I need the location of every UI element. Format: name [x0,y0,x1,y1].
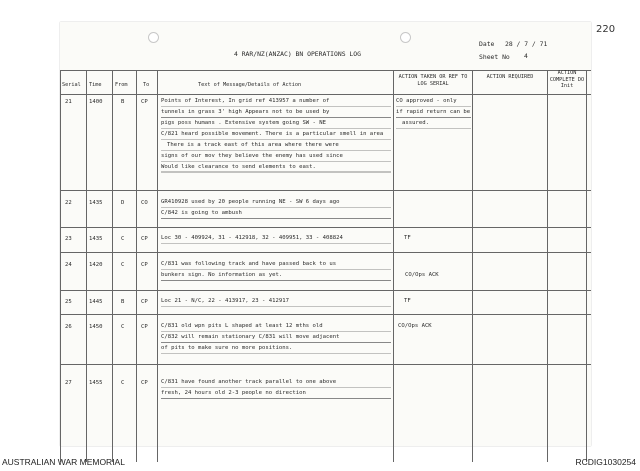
sheet-label: Sheet No [479,53,510,61]
handwritten-page-number: 220 [596,24,616,35]
time-cell: 1455 [89,380,103,386]
time-cell: 1450 [89,324,103,330]
from-cell: C [121,236,125,242]
table-rule [60,94,591,95]
message-text: C/831 have found another track parallel to one above fresh, 24 hours old 2-3 people no direction [161,377,391,399]
message-text: C/831 old wpn pits L shaped at least 12 mths old C/832 will remain stationary C/831 will move adjacent of pits to make sure no more positions. [161,321,391,354]
message-text: Loc 30 - 409924, 31 - 412918, 32 - 409951, 33 - 408824 [161,233,391,244]
message-text: C/831 was following track and have passed back to us bunkers sign. No information as yet. [161,259,391,281]
table-rule [547,70,548,462]
table-rule [586,70,587,462]
table-rule [60,190,591,191]
message-text: Points of Interest, In grid ref 413957 a number of tunnels in grass 3' high Appears not to be used by pigs poss humans . Extensive system going SW - NE C/821 heard possible movement. There is a particular smell in area There is a track east of this area where there were signs of our mov they believe the enemy has used since Would like clearance to send elements to east. [161,96,391,173]
action-taken-text: CO/Ops ACK [405,272,439,278]
time-cell: 1420 [89,262,103,268]
header-to: To [143,82,150,88]
to-cell: CO [141,200,148,206]
serial-cell: 27 [65,380,72,386]
from-cell: D [121,200,125,206]
serial-cell: 21 [65,99,72,105]
time-cell: 1445 [89,299,103,305]
table-rule [60,290,591,291]
table-rule [393,70,394,462]
serial-cell: 22 [65,200,72,206]
action-taken-text: CO approved - only if rapid return can be assured. [396,96,471,129]
to-cell: CP [141,99,148,105]
serial-cell: 23 [65,236,72,242]
footer-record-id: RCDIG1030254 [575,457,636,467]
from-cell: C [121,324,125,330]
to-cell: CP [141,380,148,386]
from-cell: C [121,262,125,268]
header-from: From [115,82,128,88]
page-title: 4 RAR/NZ(ANZAC) BN OPERATIONS LOG [234,50,361,58]
header-action-taken: ACTION TAKEN OR REF TO LOG SERIAL [398,74,468,87]
serial-cell: 26 [65,324,72,330]
table-rule [472,70,473,462]
table-rule [112,70,113,462]
header-time: Time [89,82,102,88]
table-rule [157,70,158,462]
to-cell: CP [141,262,148,268]
time-cell: 1435 [89,236,103,242]
action-taken-text: CO/Ops ACK [398,323,432,329]
punch-hole [148,32,159,43]
header-action-required: ACTION REQUIRED [486,74,534,80]
table-rule [60,252,591,253]
header-action-complete: ACTION COMPLETE DO Init [549,70,585,89]
table-rule [60,227,591,228]
footer-source: AUSTRALIAN WAR MEMORIAL [2,457,125,467]
header-serial: Serial [62,82,81,88]
to-cell: CP [141,299,148,305]
from-cell: B [121,99,125,105]
table-rule [60,70,591,71]
header-text: Text of Message/Details of Action [198,82,302,88]
serial-cell: 25 [65,299,72,305]
table-rule [60,314,591,315]
sheet-number: 4 [524,52,528,60]
to-cell: CP [141,324,148,330]
table-rule [60,70,61,462]
punch-hole [400,32,411,43]
table-rule [86,70,87,462]
time-cell: 1400 [89,99,103,105]
action-taken-text: TF [404,298,411,304]
log-sheet [60,22,591,446]
message-text: GR410928 used by 20 people running NE - SW 6 days ago C/842 is going to ambush [161,197,391,219]
from-cell: B [121,299,125,305]
to-cell: CP [141,236,148,242]
action-taken-text: TF [404,235,411,241]
serial-cell: 24 [65,262,72,268]
message-text: Loc 21 - N/C, 22 - 413917, 23 - 412917 [161,296,391,307]
date-label: Date [479,40,495,48]
table-rule [60,364,591,365]
time-cell: 1435 [89,200,103,206]
table-rule [136,70,137,462]
from-cell: C [121,380,125,386]
date-value: 28 / 7 / 71 [505,40,548,48]
